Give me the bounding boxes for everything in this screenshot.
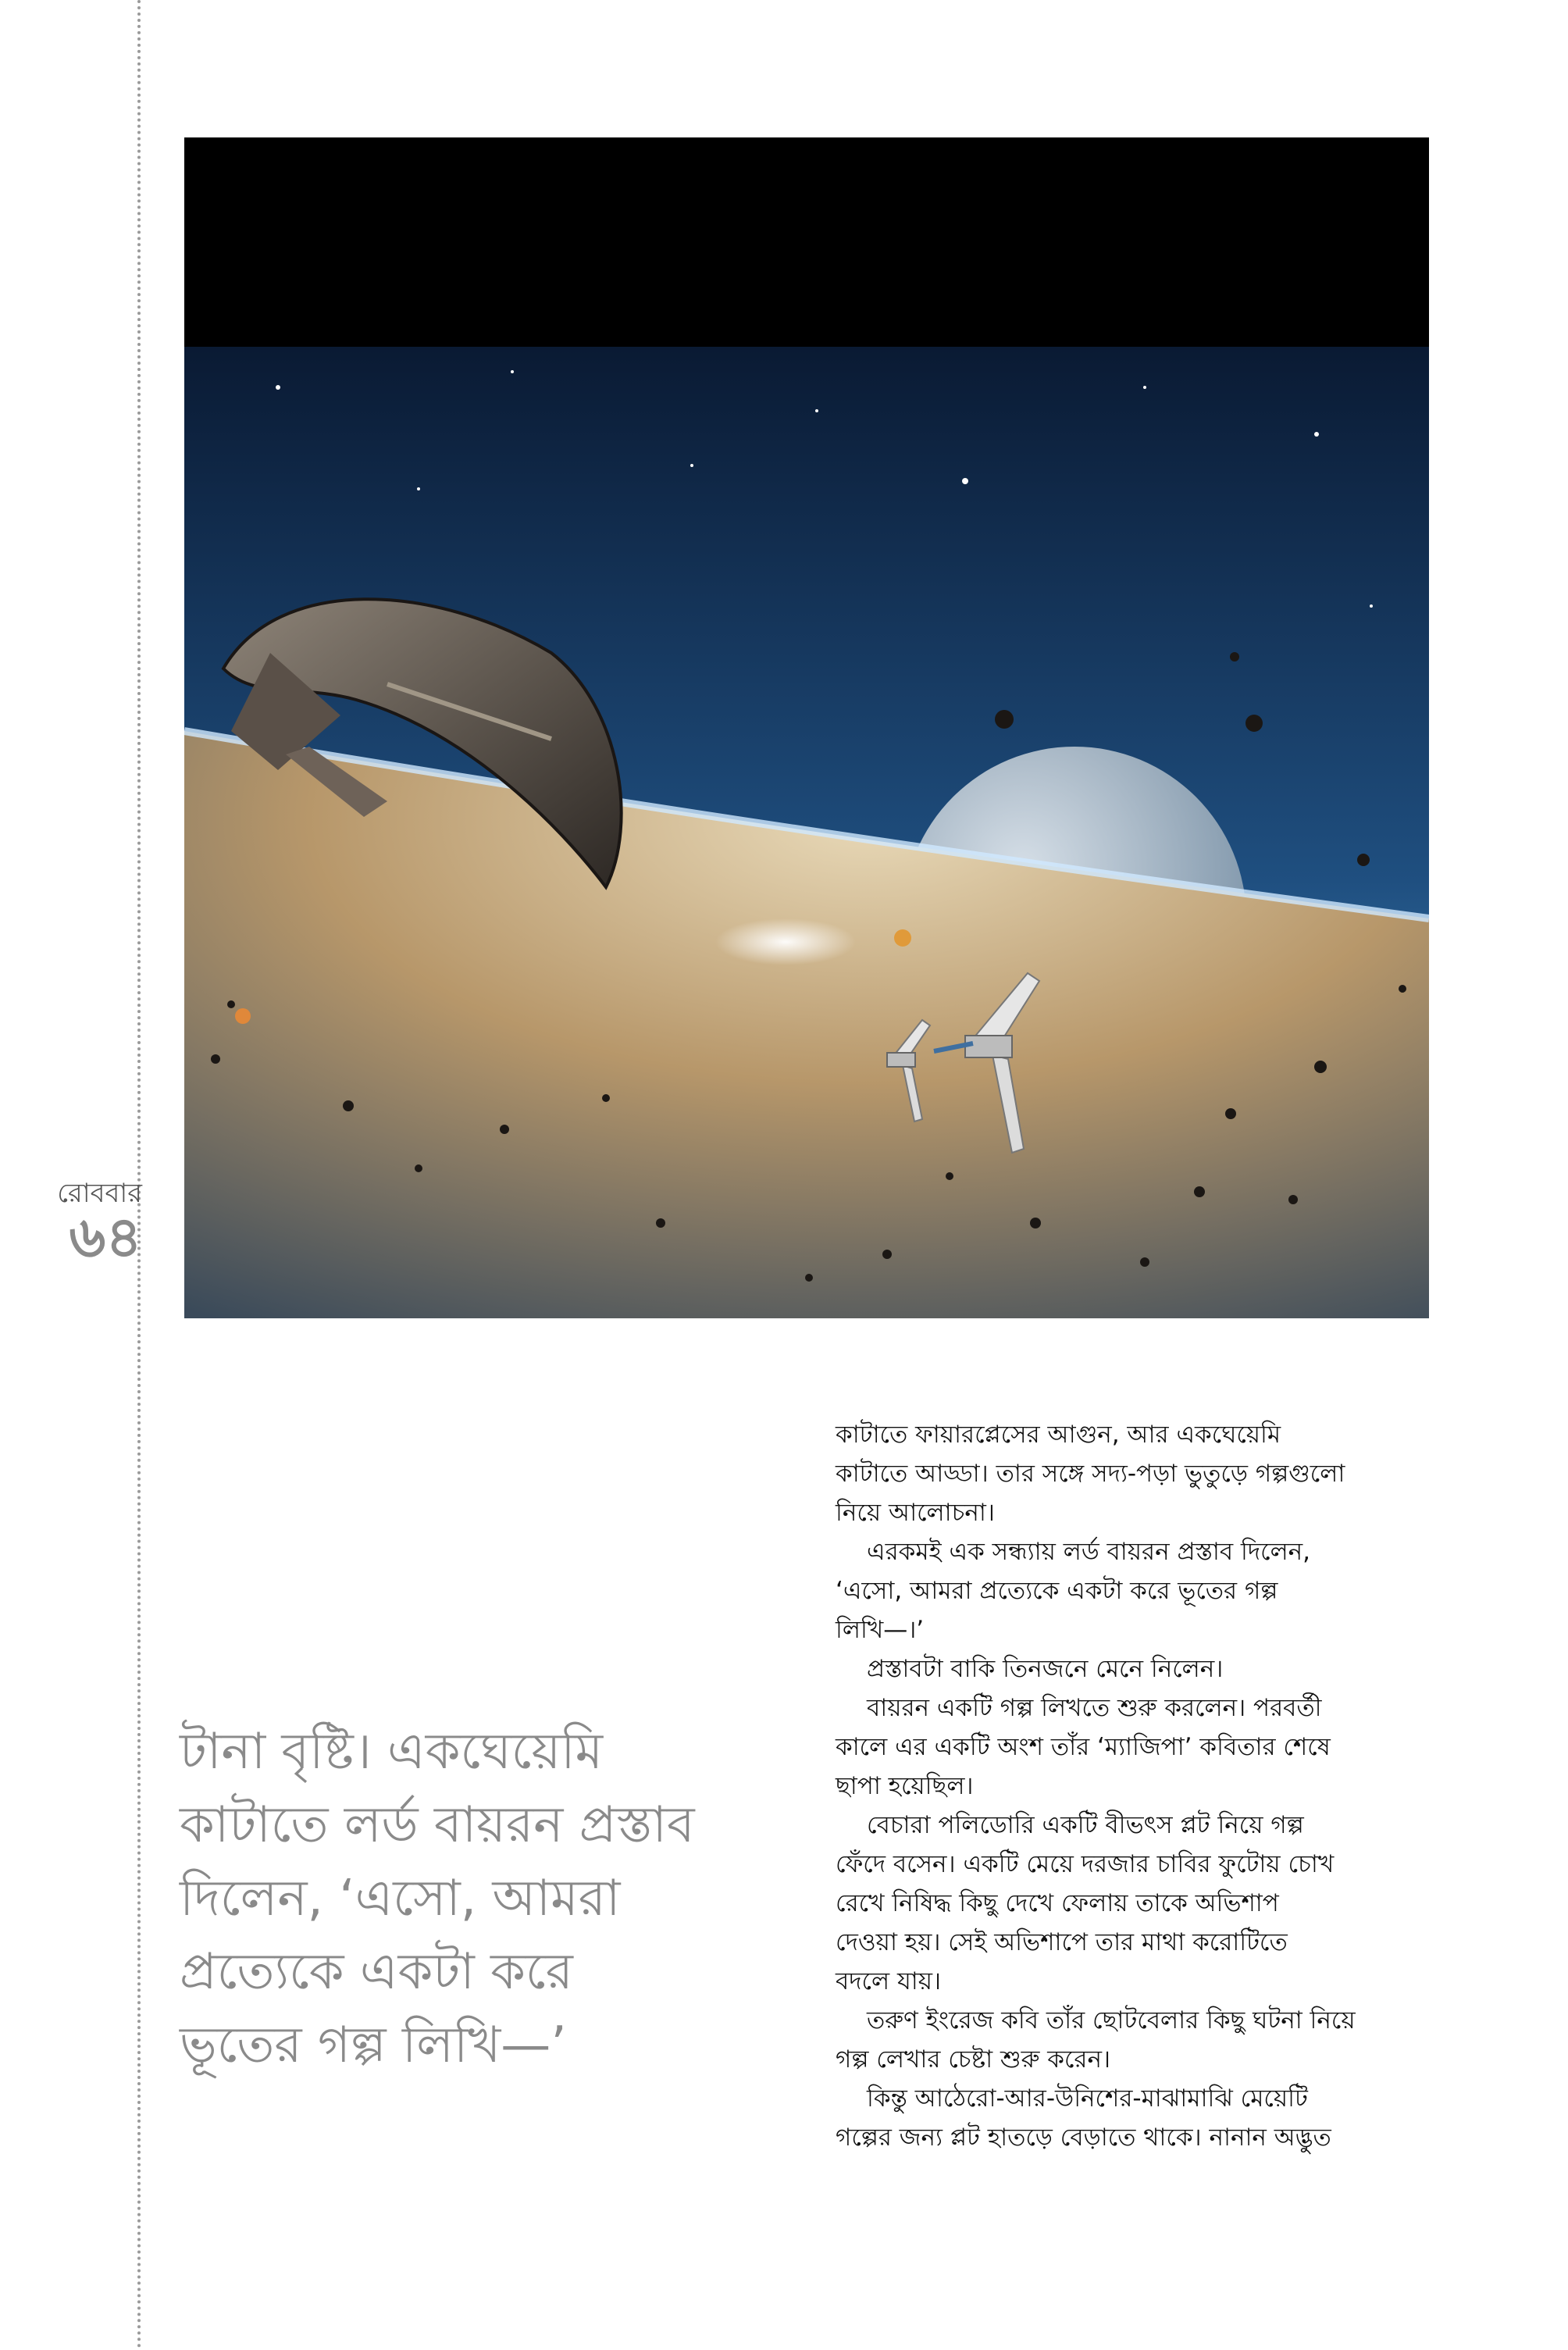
folio-label: রোববার xyxy=(57,1178,142,1209)
margin-dotted-rule xyxy=(137,0,141,2350)
paragraph: বায়রন একটি গল্প লিখতে শুরু করলেন। পরবর্তী কালে এর একটি অংশ তাঁর ‘ম্যাজিপা’ কবিতার শেষে ছাপা হয়েছিল। xyxy=(836,1694,1331,1800)
paragraph: কাটাতে ফায়ারপ্লেসের আগুন, আর একঘেয়েমি কাটাতে আড্ডা। তার সঙ্গে সদ্য-পড়া ভুতুড়ে গল্পগুলো নিয়ে আলোচনা। xyxy=(836,1421,1345,1527)
fireball-left xyxy=(235,1008,251,1024)
space-illustration xyxy=(184,137,1429,1318)
body-text-column xyxy=(836,1415,1437,2157)
folio xyxy=(48,1178,142,1270)
paragraph: বেচারা পলিডোরি একটি বীভৎস প্লট নিয়ে গল্প ফেঁদে বসেন। একটি মেয়ে দরজার চাবির ফুটোয় চোখ রেখে নিষিদ্ধ কিছু দেখে ফেলায় তাকে অভিশাপ দেওয়া হয়। সেই অভিশাপে তার মাথা করোটিতে বদলে যায়। xyxy=(836,1811,1335,1995)
black-sky-band xyxy=(184,137,1429,347)
pull-quote: টানা বৃষ্টি। একঘেয়েমি কাটাতে লর্ড বায়রন প্রস্তাব দিলেন, ‘এসো, আমরা প্রত্যেকে একটা করে ভূতের গল্প লিখি—’ xyxy=(180,1723,695,2074)
paragraph: তরুণ ইংরেজ কবি তাঁর ছোটবেলার কিছু ঘটনা নিয়ে গল্প লেখার চেষ্টা শুরু করেন। xyxy=(836,2006,1356,2074)
paragraph: কিন্তু আঠেরো-আর-উনিশের-মাঝামাঝি মেয়েটি গল্পের জন্য প্লট হাতড়ে বেড়াতে থাকে। নানান অদ্ভুত xyxy=(836,2084,1331,2152)
explosion-flash xyxy=(715,918,856,965)
paragraph: এরকমই এক সন্ধ্যায় লর্ড বায়রন প্রস্তাব দিলেন, ‘এসো, আমরা প্রত্যেকে একটা করে ভূতের গল্প লিখি—।’ xyxy=(836,1538,1311,1644)
fireball xyxy=(894,929,911,947)
page-number: ৬৪ xyxy=(69,1204,142,1270)
paragraph: প্রস্তাবটা বাকি তিনজনে মেনে নিলেন। xyxy=(867,1655,1224,1683)
